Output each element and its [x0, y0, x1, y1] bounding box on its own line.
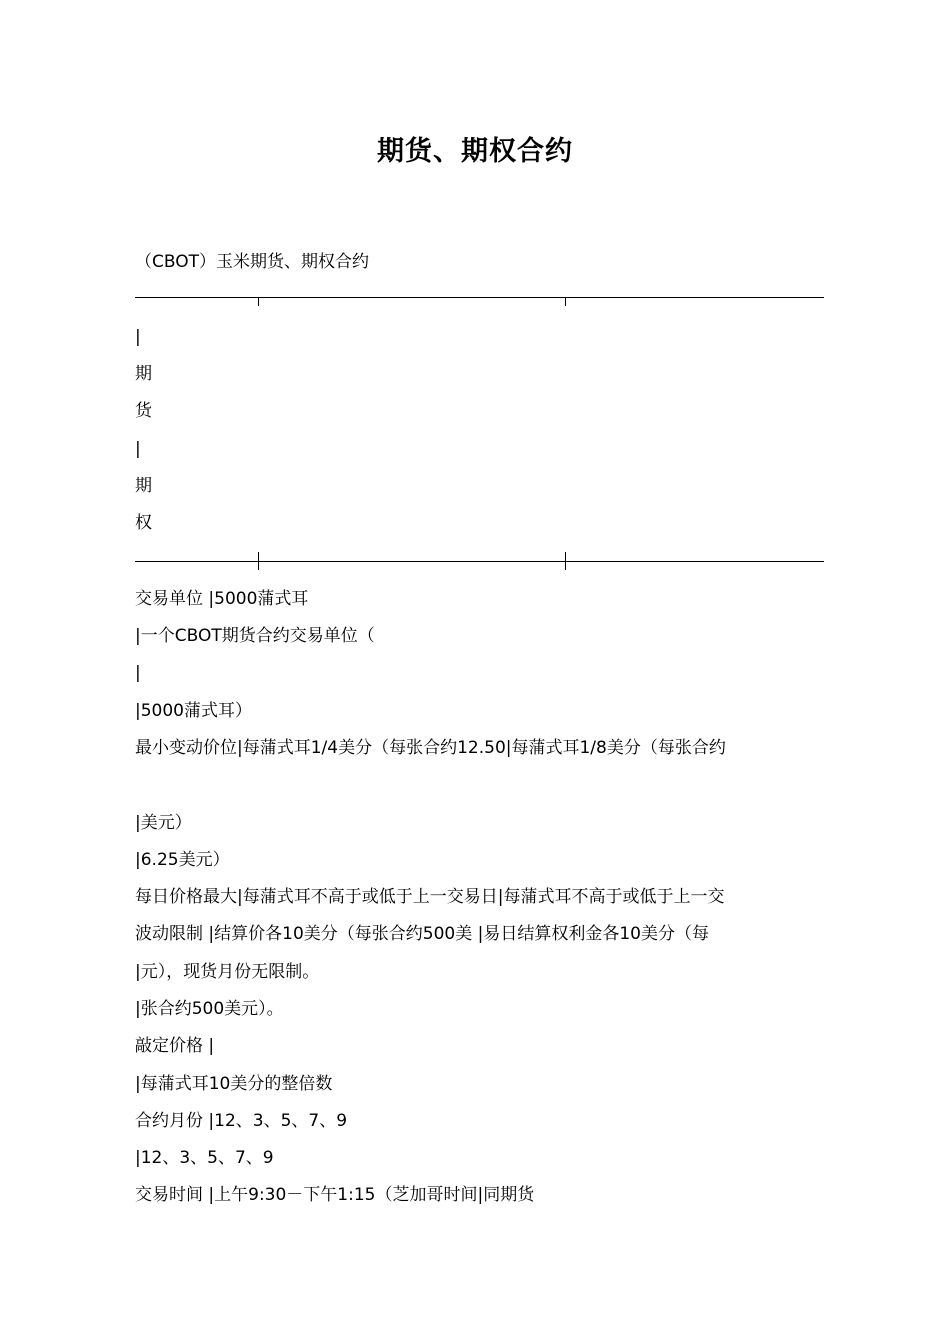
text-line: |: [135, 327, 141, 347]
text-line: |元），现货月份无限制。: [135, 962, 320, 982]
table-rule-tick: [565, 297, 566, 306]
text-line: |美元）: [135, 813, 192, 833]
text-line: |张合约500美元）。: [135, 999, 284, 1019]
text-line: 波动限制 |结算价各10美分（每张合约500美 |易日结算权利金各10美分（每: [135, 924, 709, 944]
text-line: 权: [135, 513, 152, 533]
text-line: 期: [135, 364, 152, 384]
text-line: 敲定价格 |: [135, 1036, 215, 1056]
table-rule-top: [135, 297, 824, 298]
text-line: 交易时间 |上午9:30－下午1:15（芝加哥时间|同期货: [135, 1185, 535, 1205]
text-line: |: [135, 439, 141, 459]
text-line: |12、3、5、7、9: [135, 1148, 274, 1168]
subtitle: （CBOT）玉米期货、期权合约: [135, 252, 369, 272]
table-rule-tick: [258, 297, 259, 306]
page-title: 期货、期权合约: [377, 136, 573, 167]
text-line: 最小变动价位|每蒲式耳1/4美分（每张合约12.50|每蒲式耳1/8美分（每张合约: [135, 738, 726, 758]
text-line: 交易单位 |5000蒲式耳: [135, 589, 309, 609]
text-line: |每蒲式耳10美分的整倍数: [135, 1074, 333, 1094]
text-line: 每日价格最大|每蒲式耳不高于或低于上一交易日|每蒲式耳不高于或低于上一交: [135, 887, 725, 907]
table-rule-middle: [135, 561, 824, 562]
text-line: 期: [135, 476, 152, 496]
table-rule-tick: [565, 552, 566, 570]
table-rule-tick: [258, 552, 259, 570]
text-line: |: [135, 663, 141, 683]
text-line: 货: [135, 401, 152, 421]
text-line: |6.25美元）: [135, 850, 230, 870]
text-line: |一个CBOT期货合约交易单位（: [135, 626, 375, 646]
text-line: |5000蒲式耳）: [135, 701, 252, 721]
text-line: 合约月份 |12、3、5、7、9: [135, 1111, 348, 1131]
